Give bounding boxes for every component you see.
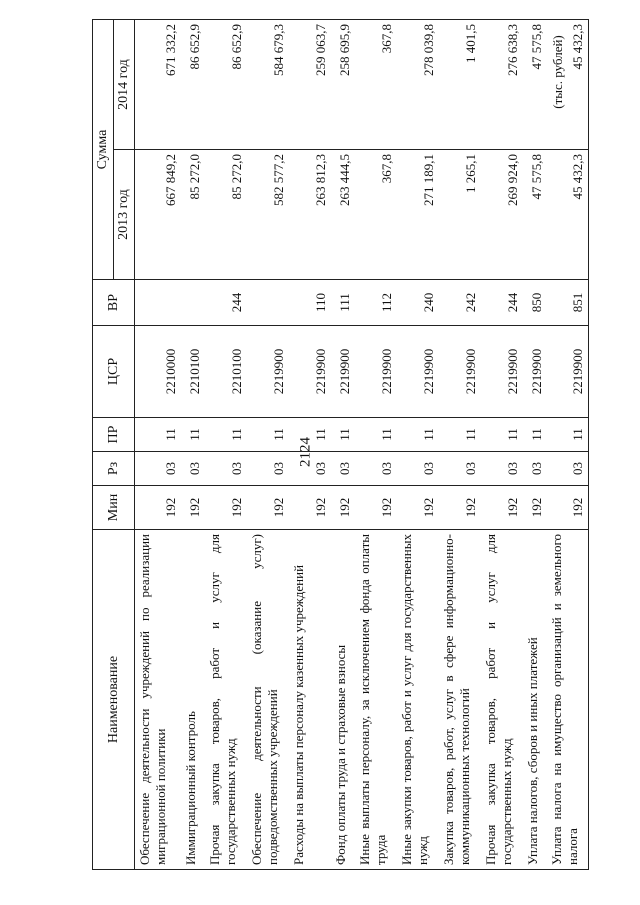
cell-csr: 2219900 xyxy=(247,326,289,418)
cell-y2013: 1 265,1 xyxy=(439,150,481,280)
cell-min: 192 xyxy=(439,486,481,530)
cell-min: 192 xyxy=(205,486,247,530)
budget-document xyxy=(92,20,585,870)
header-name: Наименование xyxy=(93,530,135,870)
cell-y2013: 271 189,1 xyxy=(397,150,439,280)
table-row xyxy=(181,20,205,870)
cell-csr: 2219900 xyxy=(355,326,397,418)
cell-y2013: 367,8 xyxy=(355,150,397,280)
cell-min: 192 xyxy=(135,486,181,530)
cell-pr: 11 xyxy=(397,418,439,452)
table-row xyxy=(481,20,523,870)
table-body xyxy=(135,20,589,870)
cell-vr: 244 xyxy=(481,280,523,326)
cell-y2013: 85 272,0 xyxy=(205,150,247,280)
cell-rz: 03 xyxy=(481,452,523,486)
cell-name: Прочая закупка товаров, работ и услуг для государственных нужд xyxy=(481,530,523,870)
cell-name: Иные выплаты персоналу, за исключением фонда оплаты труда xyxy=(355,530,397,870)
cell-y2013: 667 849,2 xyxy=(135,150,181,280)
cell-y2014: 86 652,9 xyxy=(181,20,205,150)
header-min: Мин xyxy=(93,486,135,530)
cell-rz: 03 xyxy=(289,452,331,486)
cell-vr: 111 xyxy=(331,280,355,326)
cell-vr: 244 xyxy=(205,280,247,326)
cell-pr: 11 xyxy=(289,418,331,452)
cell-pr: 11 xyxy=(181,418,205,452)
cell-y2014: 86 652,9 xyxy=(205,20,247,150)
cell-min: 192 xyxy=(181,486,205,530)
header-csr: ЦСР xyxy=(93,326,135,418)
cell-rz: 03 xyxy=(397,452,439,486)
cell-y2014: 1 401,5 xyxy=(439,20,481,150)
cell-y2014: 258 695,9 xyxy=(331,20,355,150)
page-number: 2124 xyxy=(297,437,314,467)
table-row xyxy=(331,20,355,870)
cell-pr: 11 xyxy=(439,418,481,452)
table-row xyxy=(289,20,331,870)
cell-y2013: 263 444,5 xyxy=(331,150,355,280)
table-row xyxy=(397,20,439,870)
cell-y2014: 671 332,2 xyxy=(135,20,181,150)
cell-csr: 2219900 xyxy=(523,326,547,418)
budget-table xyxy=(92,19,589,870)
cell-y2013: 582 577,2 xyxy=(247,150,289,280)
cell-csr: 2219900 xyxy=(481,326,523,418)
header-sum: Сумма xyxy=(93,20,114,280)
cell-min: 192 xyxy=(523,486,547,530)
cell-min: 192 xyxy=(331,486,355,530)
cell-csr: 2210100 xyxy=(205,326,247,418)
cell-vr: 851 xyxy=(547,280,589,326)
cell-pr: 11 xyxy=(331,418,355,452)
cell-name: Фонд оплаты труда и страховые взносы xyxy=(331,530,355,870)
cell-name: Иммиграционный контроль xyxy=(181,530,205,870)
cell-rz: 03 xyxy=(331,452,355,486)
header-rz: Рз xyxy=(93,452,135,486)
cell-csr: 2219900 xyxy=(397,326,439,418)
cell-rz: 03 xyxy=(547,452,589,486)
cell-csr: 2219900 xyxy=(289,326,331,418)
cell-y2013: 263 812,3 xyxy=(289,150,331,280)
cell-pr: 11 xyxy=(547,418,589,452)
cell-y2014: 276 638,3 xyxy=(481,20,523,150)
table-header xyxy=(93,20,135,870)
cell-vr xyxy=(181,280,205,326)
cell-rz: 03 xyxy=(355,452,397,486)
cell-vr xyxy=(135,280,181,326)
table-row xyxy=(439,20,481,870)
cell-vr: 850 xyxy=(523,280,547,326)
cell-rz: 03 xyxy=(247,452,289,486)
cell-vr: 112 xyxy=(355,280,397,326)
header-pr: ПР xyxy=(93,418,135,452)
cell-y2014: 45 432,3 xyxy=(547,20,589,150)
cell-y2013: 269 924,0 xyxy=(481,150,523,280)
header-2013: 2013 год xyxy=(114,150,135,280)
cell-csr: 2219900 xyxy=(439,326,481,418)
cell-pr: 11 xyxy=(247,418,289,452)
cell-rz: 03 xyxy=(181,452,205,486)
cell-pr: 11 xyxy=(355,418,397,452)
cell-min: 192 xyxy=(289,486,331,530)
cell-y2013: 45 432,3 xyxy=(547,150,589,280)
cell-y2013: 47 575,8 xyxy=(523,150,547,280)
cell-csr: 2210100 xyxy=(181,326,205,418)
cell-rz: 03 xyxy=(523,452,547,486)
cell-min: 192 xyxy=(547,486,589,530)
cell-vr: 110 xyxy=(289,280,331,326)
cell-pr: 11 xyxy=(481,418,523,452)
cell-min: 192 xyxy=(397,486,439,530)
cell-csr: 2219900 xyxy=(547,326,589,418)
cell-y2014: 367,8 xyxy=(355,20,397,150)
cell-pr: 11 xyxy=(135,418,181,452)
table-row xyxy=(247,20,289,870)
cell-name: Обеспечение деятельности (оказание услуг) подведомственных учреждений xyxy=(247,530,289,870)
cell-y2014: 259 063,7 xyxy=(289,20,331,150)
cell-pr: 11 xyxy=(205,418,247,452)
header-2014: 2014 год xyxy=(114,20,135,150)
cell-name: Прочая закупка товаров, работ и услуг для государственных нужд xyxy=(205,530,247,870)
cell-csr: 2210000 xyxy=(135,326,181,418)
cell-name: Иные закупки товаров, работ и услуг для государственных нужд xyxy=(397,530,439,870)
cell-vr: 242 xyxy=(439,280,481,326)
cell-min: 192 xyxy=(481,486,523,530)
units-label: (тыс. рублей) xyxy=(550,35,565,109)
cell-pr: 11 xyxy=(523,418,547,452)
cell-name: Закупка товаров, работ, услуг в сфере информационно-коммуникационных технологий xyxy=(439,530,481,870)
cell-name: Уплата налога на имущество организаций и земельного налога xyxy=(547,530,589,870)
cell-vr xyxy=(247,280,289,326)
cell-rz: 03 xyxy=(439,452,481,486)
cell-name: Расходы на выплаты персоналу казенных учреждений xyxy=(289,530,331,870)
cell-y2014: 584 679,3 xyxy=(247,20,289,150)
table-row xyxy=(547,20,589,870)
table-row xyxy=(205,20,247,870)
cell-y2013: 85 272,0 xyxy=(181,150,205,280)
header-vr: ВР xyxy=(93,280,135,326)
cell-y2014: 47 575,8 xyxy=(523,20,547,150)
cell-rz: 03 xyxy=(135,452,181,486)
table-row xyxy=(523,20,547,870)
cell-name: Обеспечение деятельности учреждений по реализации миграционной политики xyxy=(135,530,181,870)
cell-y2014: 278 039,8 xyxy=(397,20,439,150)
cell-csr: 2219900 xyxy=(331,326,355,418)
table-row xyxy=(355,20,397,870)
cell-vr: 240 xyxy=(397,280,439,326)
rotated-page xyxy=(92,20,585,870)
table-row xyxy=(135,20,181,870)
cell-min: 192 xyxy=(355,486,397,530)
cell-min: 192 xyxy=(247,486,289,530)
cell-name: Уплата налогов, сборов и иных платежей xyxy=(523,530,547,870)
cell-rz: 03 xyxy=(205,452,247,486)
